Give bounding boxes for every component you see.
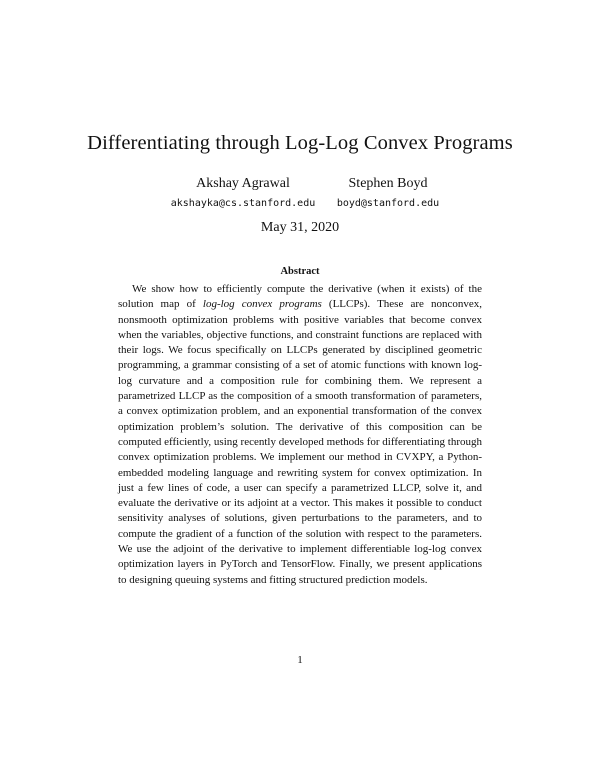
abstract-emphasis: log-log convex programs	[202, 298, 322, 311]
abstract-text: (LLCPs). These are nonconvex, nonsmooth optimization problems with positive variables that become convex when the variables, objective functions, and constraint functions are replaced with their logs. We focus specifically on LLCPs generated by disciplined geometric programming, a grammar consisting of a set of atomic functions with known log-log curvature and a composition rule for combining them. We represent a parametrized LLCP as the composition of a smooth transformation of parameters, a convex optimization problem, and an exponential transformation of the convex optimization problem’s solution. The derivative of this composition can be computed efficiently, using recently developed methods for differentiating through convex optimization problems. We implement our method in CVXPY, a Python-embedded modeling language and rewriting system for convex optimization. In just a few lines of code, a user can specify a parametrized LLCP, solve it, and evaluate the derivative or its adjoint at a vector. This makes it possible to conduct sensitivity analyses of solutions, given perturbations to the parameters, and to compute the gradient of a function of the solution with respect to the parameters. We use the adjoint of the derivative to implement differentiable log-log convex optimization layers in PyTorch and TensorFlow. Finally, we present applications to designing queuing systems and fitting structured prediction models.	[118, 298, 482, 586]
author-name: Akshay Agrawal	[196, 176, 290, 191]
paper-title: Differentiating through Log-Log Convex Programs	[87, 132, 513, 154]
author-email[interactable]: akshayka@cs.stanford.edu	[170, 198, 316, 209]
author-block	[303, 176, 473, 209]
abstract-body	[118, 282, 482, 588]
paper-date: May 31, 2020	[260, 220, 340, 235]
abstract-text: We show how to efficiently compute the derivative (when it exists) of the solution map of	[118, 283, 482, 311]
author-email[interactable]: boyd@stanford.edu	[336, 198, 440, 209]
abstract-heading: Abstract	[280, 266, 320, 277]
author-name: Stephen Boyd	[348, 176, 428, 191]
page-number: 1	[297, 654, 303, 666]
